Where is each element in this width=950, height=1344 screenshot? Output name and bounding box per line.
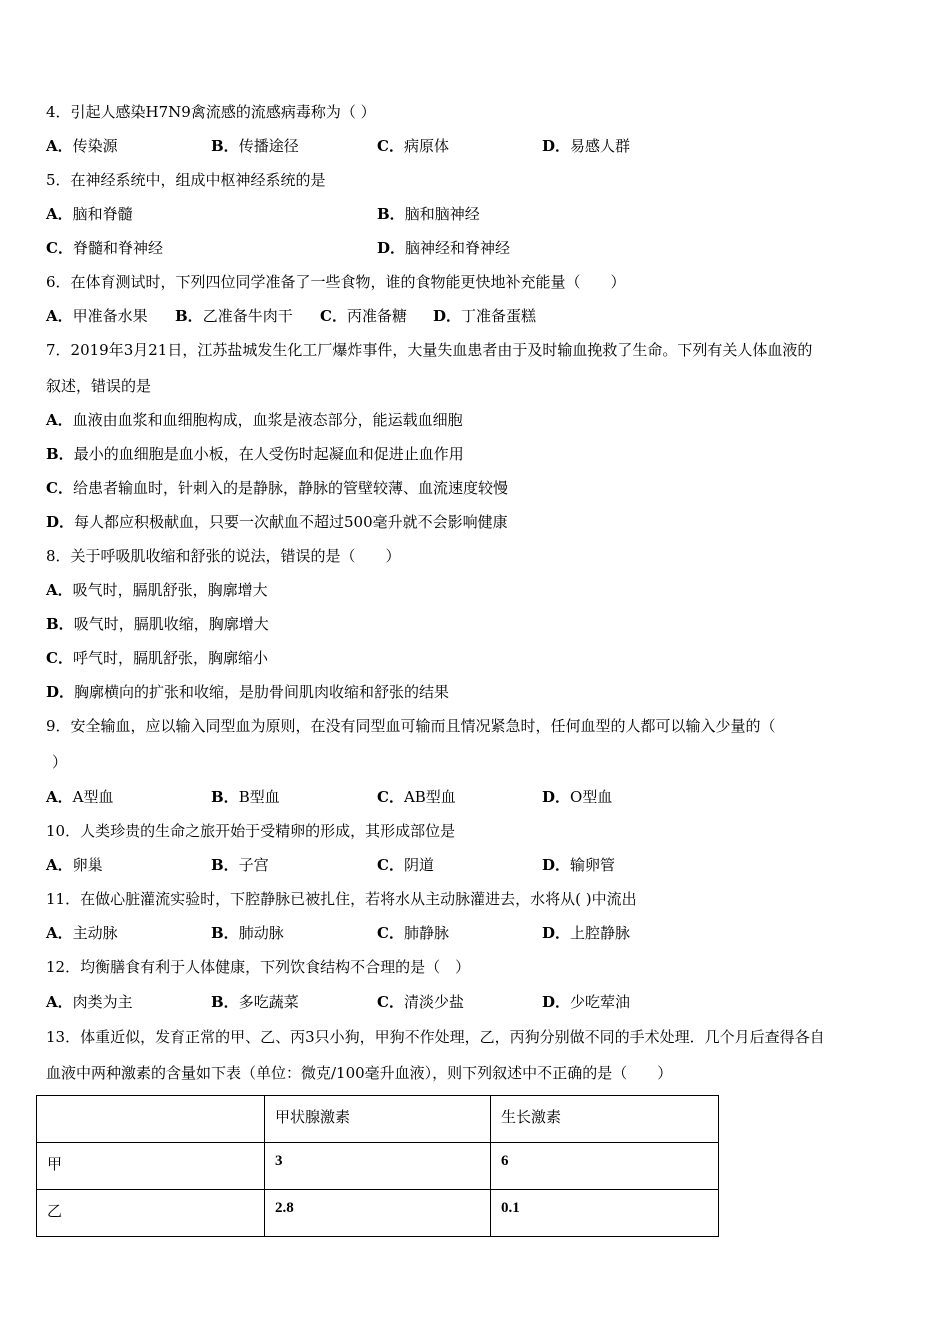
q5-option-b[interactable]: B．脑和脑神经 — [377, 205, 480, 223]
q12-option-c[interactable]: C．清淡少盐 — [377, 993, 464, 1011]
q5-option-a[interactable]: A．脑和脊髓 — [46, 205, 133, 223]
q11-option-b[interactable]: B．肺动脉 — [211, 924, 284, 942]
q11-option-c[interactable]: C．肺静脉 — [377, 924, 449, 942]
q4-option-b[interactable]: B．传播途径 — [211, 137, 299, 155]
q7-option-b[interactable]: B．最小的血细胞是血小板，在人受伤时起凝血和促进止血作用 — [46, 445, 464, 463]
q5-option-d[interactable]: D．脑神经和脊神经 — [377, 239, 511, 257]
q6-option-d[interactable]: D．丁准备蛋糕 — [433, 307, 537, 325]
q5-option-c[interactable]: C．脊髓和脊神经 — [46, 239, 163, 257]
q6-option-b[interactable]: B．乙准备牛肉干 — [175, 307, 293, 325]
table-header-row — [37, 1096, 719, 1143]
q9-option-d[interactable]: D．O型血 — [542, 788, 613, 806]
q9-option-b[interactable]: B．B型血 — [211, 788, 280, 806]
q7-option-d[interactable]: D．每人都应积极献血，只要一次献血不超过500毫升就不会影响健康 — [46, 513, 508, 531]
q7-option-c[interactable]: C．给患者输血时，针刺入的是静脉，静脉的管壁较薄、血流速度较慢 — [46, 479, 508, 497]
question-11-stem: 11．在做心脏灌流实验时，下腔静脉已被扎住，若将水从主动脉灌进去，水将从( )中流出 — [46, 890, 637, 908]
q10-option-c[interactable]: C．阴道 — [377, 856, 434, 874]
q4-option-c[interactable]: C．病原体 — [377, 137, 449, 155]
table-cell: 甲 — [37, 1143, 265, 1190]
question-10-stem: 10．人类珍贵的生命之旅开始于受精卵的形成，其形成部位是 — [46, 822, 456, 840]
question-6-stem: 6．在体育测试时，下列四位同学准备了一些食物，谁的食物能更快地补充能量（ ） — [46, 273, 626, 291]
table-cell: 6 — [491, 1143, 719, 1190]
table-row — [37, 1143, 719, 1190]
question-9-stem-line1: 9．安全输血，应以输入同型血为原则，在没有同型血可输而且情况紧急时，任何血型的人都可以输入少量的（ — [46, 717, 776, 735]
question-12-stem: 12．均衡膳食有利于人体健康，下列饮食结构不合理的是（ ） — [46, 958, 471, 976]
table-header-cell: 生长激素 — [491, 1096, 719, 1143]
q10-option-a[interactable]: A．卵巢 — [46, 856, 103, 874]
q8-option-c[interactable]: C．呼气时，膈肌舒张，胸廓缩小 — [46, 649, 268, 667]
q4-option-d[interactable]: D．易感人群 — [542, 137, 631, 155]
q9-option-c[interactable]: C．AB型血 — [377, 788, 456, 806]
q8-option-a[interactable]: A．吸气时，膈肌舒张，胸廓增大 — [46, 581, 268, 599]
q6-option-a[interactable]: A．甲准备水果 — [46, 307, 148, 325]
q12-option-b[interactable]: B．多吃蔬菜 — [211, 993, 299, 1011]
q12-option-a[interactable]: A．肉类为主 — [46, 993, 133, 1011]
question-4-stem: 4．引起人感染H7N9禽流感的流感病毒称为（ ） — [46, 103, 376, 121]
q6-option-c[interactable]: C．丙准备糖 — [320, 307, 407, 325]
table-cell: 乙 — [37, 1190, 265, 1237]
hormone-table — [36, 1095, 719, 1237]
question-7-stem-line2: 叙述，错误的是 — [46, 377, 152, 395]
table-cell: 3 — [265, 1143, 491, 1190]
table-cell: 2.8 — [265, 1190, 491, 1237]
q11-option-d[interactable]: D．上腔静脉 — [542, 924, 631, 942]
q9-option-a[interactable]: A．A型血 — [46, 788, 114, 806]
question-5-stem: 5．在神经系统中，组成中枢神经系统的是 — [46, 171, 326, 189]
q8-option-b[interactable]: B．吸气时，膈肌收缩，胸廓增大 — [46, 615, 269, 633]
question-13-stem-line1: 13．体重近似，发育正常的甲、乙、丙3只小狗，甲狗不作处理，乙，丙狗分别做不同的手术处理．几个月后查得各自 — [46, 1028, 825, 1046]
q10-option-b[interactable]: B．子宫 — [211, 856, 269, 874]
question-13-stem-line2: 血液中两种激素的含量如下表（单位：微克/100毫升血液），则下列叙述中不正确的是（ ） — [46, 1064, 673, 1082]
table-cell: 0.1 — [491, 1190, 719, 1237]
table-header-cell: 甲状腺激素 — [265, 1096, 491, 1143]
table-row — [37, 1190, 719, 1237]
question-7-stem-line1: 7．2019年3月21日，江苏盐城发生化工厂爆炸事件，大量失血患者由于及时输血挽救了生命。下列有关人体血液的 — [46, 341, 813, 359]
question-9-stem-line2: ） — [52, 753, 68, 771]
q4-option-a[interactable]: A．传染源 — [46, 137, 118, 155]
q7-option-a[interactable]: A．血液由血浆和血细胞构成，血浆是液态部分，能运载血细胞 — [46, 411, 463, 429]
q8-option-d[interactable]: D．胸廓横向的扩张和收缩，是肋骨间肌肉收缩和舒张的结果 — [46, 683, 450, 701]
q10-option-d[interactable]: D．输卵管 — [542, 856, 616, 874]
q12-option-d[interactable]: D．少吃荤油 — [542, 993, 631, 1011]
q11-option-a[interactable]: A．主动脉 — [46, 924, 118, 942]
question-8-stem: 8．关于呼吸肌收缩和舒张的说法，错误的是（ ） — [46, 547, 401, 565]
table-header-cell — [37, 1096, 265, 1143]
